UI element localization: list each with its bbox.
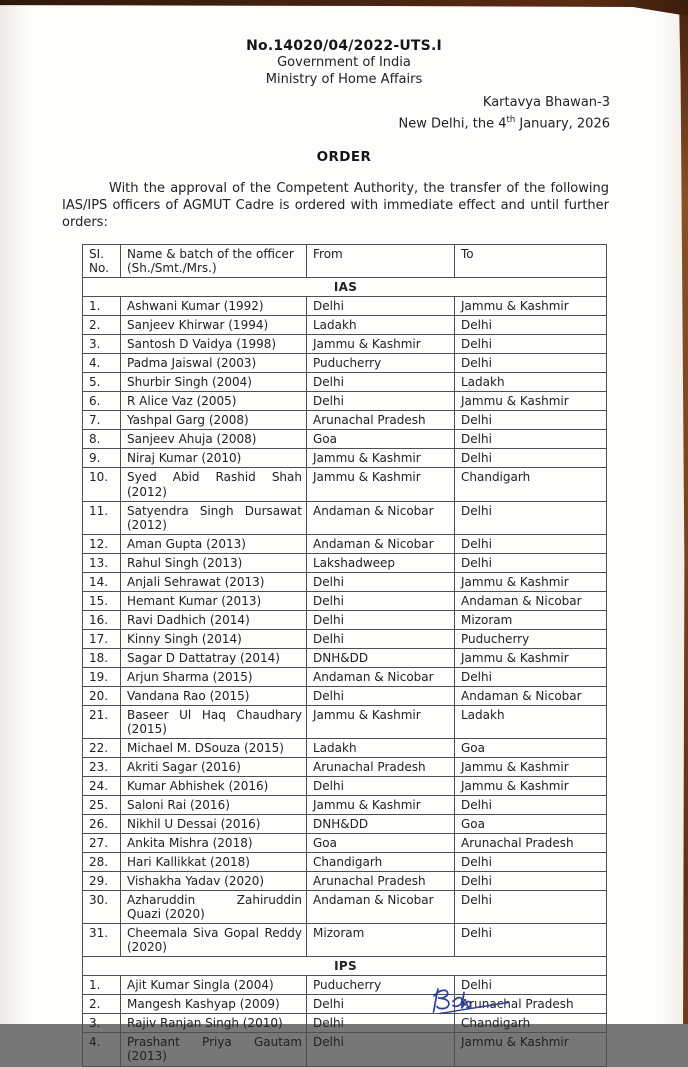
to-cell: Delhi (455, 976, 607, 995)
name-cell: Nikhil U Dessai (2016) (121, 815, 307, 834)
ministry-line: Ministry of Home Affairs (265, 71, 423, 87)
table-header-row (83, 245, 607, 278)
to-cell: Chandigarh (455, 1014, 607, 1033)
table-row (83, 705, 607, 738)
name-cell: Hemant Kumar (2013) (121, 591, 307, 610)
to-cell: Delhi (455, 411, 607, 430)
name-cell: Kinny Singh (2014) (121, 629, 307, 648)
to-cell: Jammu & Kashmir (455, 297, 607, 316)
name-cell: Azharuddin Zahiruddin Quazi (2020) (121, 891, 307, 924)
to-cell: Delhi (455, 667, 607, 686)
from-cell: Ladakh (307, 738, 455, 757)
table-section-header (83, 957, 607, 976)
sno-cell: 22. (83, 738, 121, 757)
name-cell: Rahul Singh (2013) (121, 553, 307, 572)
from-cell: Delhi (307, 373, 455, 392)
sno-cell: 30. (83, 891, 121, 924)
from-cell: Delhi (307, 1014, 455, 1033)
sno-cell: 27. (83, 834, 121, 853)
name-cell: Ajit Kumar Singla (2004) (121, 976, 307, 995)
from-cell: Delhi (307, 995, 455, 1014)
name-cell: Prashant Priya Gautam (2013) (121, 1033, 307, 1066)
from-cell: Goa (307, 430, 455, 449)
to-cell: Chandigarh (455, 468, 607, 501)
name-cell: Niraj Kumar (2010) (121, 449, 307, 468)
sno-cell: 11. (83, 501, 121, 534)
address-line: Kartavya Bhawan-3 (482, 95, 610, 110)
to-cell: Andaman & Nicobar (455, 591, 607, 610)
sno-cell: 3. (83, 335, 121, 354)
name-cell: Ashwani Kumar (1992) (121, 297, 307, 316)
government-line: Government of India (277, 55, 411, 70)
to-cell: Delhi (455, 553, 607, 572)
to-cell: Goa (455, 815, 607, 834)
from-cell: Delhi (307, 777, 455, 796)
from-cell: Arunachal Pradesh (307, 411, 455, 430)
name-cell: Sagar D Dattatray (2014) (121, 648, 307, 667)
header-sno: SI. No. (83, 245, 121, 278)
sno-cell: 4. (83, 1033, 121, 1066)
issue-place-date-block (0, 95, 610, 132)
sno-cell: 1. (83, 297, 121, 316)
name-cell: Anjali Sehrawat (2013) (121, 572, 307, 591)
from-cell: Jammu & Kashmir (307, 705, 455, 738)
signature-icon (428, 982, 518, 1022)
from-cell: Arunachal Pradesh (307, 757, 455, 776)
to-cell: Delhi (455, 430, 607, 449)
to-cell: Jammu & Kashmir (455, 777, 607, 796)
table-row (83, 872, 607, 891)
date-prefix: New Delhi, the 4 (398, 115, 507, 131)
name-cell: Arjun Sharma (2015) (121, 667, 307, 686)
from-cell: DNH&DD (307, 815, 455, 834)
from-cell: Ladakh (307, 316, 455, 335)
order-heading: ORDER (316, 149, 372, 166)
table-row (83, 738, 607, 757)
intro-paragraph: With the approval of the Competent Authority, the transfer of the following IAS/IPS officers of AGMUT Cadre is ordered with immediate effect and until further orders: (62, 181, 609, 230)
sno-cell: 18. (83, 648, 121, 667)
sno-cell: 6. (83, 392, 121, 411)
table-row (83, 1033, 607, 1066)
name-cell: Kumar Abhishek (2016) (121, 777, 307, 796)
sno-cell: 20. (83, 686, 121, 705)
to-cell: Jammu & Kashmir (455, 392, 607, 411)
from-cell: Andaman & Nicobar (307, 534, 455, 553)
sno-cell: 12. (83, 534, 121, 553)
name-cell: Saloni Rai (2016) (121, 796, 307, 815)
to-cell: Andaman & Nicobar (455, 686, 607, 705)
to-cell: Puducherry (455, 629, 607, 648)
name-cell: Vandana Rao (2015) (121, 686, 307, 705)
name-cell: Cheemala Siva Gopal Reddy (2020) (121, 924, 307, 957)
table-row (83, 1014, 607, 1033)
date-ordinal-suffix: th (506, 114, 516, 125)
to-cell: Jammu & Kashmir (455, 572, 607, 591)
name-cell: Shurbir Singh (2004) (121, 373, 307, 392)
from-cell: Delhi (307, 610, 455, 629)
from-cell: Jammu & Kashmir (307, 796, 455, 815)
from-cell: Delhi (307, 629, 455, 648)
sno-cell: 23. (83, 757, 121, 776)
name-cell: Santosh D Vaidya (1998) (121, 335, 307, 354)
reference-number: No.14020/04/2022-UTS.I (246, 38, 442, 54)
from-cell: Andaman & Nicobar (307, 501, 455, 534)
sno-cell: 25. (83, 796, 121, 815)
from-cell: Delhi (307, 686, 455, 705)
table-row (83, 757, 607, 776)
to-cell: Mizoram (455, 610, 607, 629)
table-row (83, 297, 607, 316)
from-cell: Puducherry (307, 976, 455, 995)
table-row (83, 392, 607, 411)
sno-cell: 28. (83, 853, 121, 872)
sno-cell: 5. (83, 373, 121, 392)
sno-cell: 13. (83, 553, 121, 572)
sno-cell: 17. (83, 629, 121, 648)
table-row (83, 629, 607, 648)
from-cell: Jammu & Kashmir (307, 449, 455, 468)
table-row (83, 449, 607, 468)
table-row (83, 815, 607, 834)
section-title: IPS (83, 957, 607, 976)
name-cell: Sanjeev Ahuja (2008) (121, 430, 307, 449)
section-title: IAS (83, 278, 607, 297)
sno-cell: 26. (83, 815, 121, 834)
to-cell: Jammu & Kashmir (455, 648, 607, 667)
table-row (83, 686, 607, 705)
to-cell: Delhi (455, 449, 607, 468)
table-row (83, 411, 607, 430)
name-cell: R Alice Vaz (2005) (121, 392, 307, 411)
table-row (83, 354, 607, 373)
to-cell: Delhi (455, 872, 607, 891)
table-row (83, 373, 607, 392)
from-cell: Delhi (307, 1033, 455, 1066)
table-row (83, 553, 607, 572)
sno-cell: 29. (83, 872, 121, 891)
name-cell: Mangesh Kashyap (2009) (121, 995, 307, 1014)
name-cell: Aman Gupta (2013) (121, 534, 307, 553)
table-row (83, 995, 607, 1014)
from-cell: Arunachal Pradesh (307, 872, 455, 891)
sno-cell: 21. (83, 705, 121, 738)
from-cell: Chandigarh (307, 853, 455, 872)
table-row (83, 976, 607, 995)
name-cell: Vishakha Yadav (2020) (121, 872, 307, 891)
table-row (83, 591, 607, 610)
table-row (83, 853, 607, 872)
sno-cell: 15. (83, 591, 121, 610)
sno-cell: 3. (83, 1014, 121, 1033)
table-row (83, 667, 607, 686)
table-row (83, 796, 607, 815)
name-cell: Akriti Sagar (2016) (121, 757, 307, 776)
sno-cell: 31. (83, 924, 121, 957)
header-name: Name & batch of the officer (Sh./Smt./Mrs.) (121, 245, 307, 278)
from-cell: Delhi (307, 392, 455, 411)
sno-cell: 9. (83, 449, 121, 468)
name-cell: Baseer Ul Haq Chaudhary (2015) (121, 705, 307, 738)
table-row (83, 891, 607, 924)
table-row (83, 648, 607, 667)
name-cell: Michael M. DSouza (2015) (121, 738, 307, 757)
table-row (83, 501, 607, 534)
to-cell: Ladakh (455, 705, 607, 738)
table-row (83, 430, 607, 449)
sno-cell: 2. (83, 995, 121, 1014)
to-cell: Delhi (455, 316, 607, 335)
name-cell: Hari Kallikkat (2018) (121, 853, 307, 872)
from-cell: Puducherry (307, 354, 455, 373)
name-cell: Yashpal Garg (2008) (121, 411, 307, 430)
table-row (83, 534, 607, 553)
date-suffix: January, 2026 (515, 115, 610, 131)
name-cell: Syed Abid Rashid Shah (2012) (121, 468, 307, 501)
sno-cell: 8. (83, 430, 121, 449)
name-cell: Sanjeev Khirwar (1994) (121, 316, 307, 335)
to-cell: Delhi (455, 534, 607, 553)
table-row (83, 610, 607, 629)
to-cell: Delhi (455, 501, 607, 534)
table-section-header (83, 278, 607, 297)
table-row (83, 924, 607, 957)
table-row (83, 316, 607, 335)
to-cell: Delhi (455, 891, 607, 924)
to-cell: Jammu & Kashmir (455, 1033, 607, 1066)
from-cell: DNH&DD (307, 648, 455, 667)
to-cell: Delhi (455, 796, 607, 815)
sno-cell: 16. (83, 610, 121, 629)
to-cell: Jammu & Kashmir (455, 757, 607, 776)
table-row (83, 777, 607, 796)
to-cell: Arunachal Pradesh (455, 995, 607, 1014)
from-cell: Delhi (307, 297, 455, 316)
name-cell: Padma Jaiswal (2003) (121, 354, 307, 373)
to-cell: Arunachal Pradesh (455, 834, 607, 853)
table-head (83, 245, 607, 278)
from-cell: Delhi (307, 591, 455, 610)
name-cell: Satyendra Singh Dursawat (2012) (121, 501, 307, 534)
table-row (83, 834, 607, 853)
sno-cell: 19. (83, 667, 121, 686)
from-cell: Jammu & Kashmir (307, 468, 455, 501)
header-to: To (455, 245, 607, 278)
transfer-table-body (83, 278, 607, 1066)
from-cell: Goa (307, 834, 455, 853)
sno-cell: 7. (83, 411, 121, 430)
from-cell: Jammu & Kashmir (307, 335, 455, 354)
sno-cell: 10. (83, 468, 121, 501)
table-row (83, 335, 607, 354)
transfer-table (82, 244, 607, 1066)
table-row (83, 468, 607, 501)
from-cell: Andaman & Nicobar (307, 667, 455, 686)
from-cell: Delhi (307, 572, 455, 591)
header-from: From (307, 245, 455, 278)
sno-cell: 1. (83, 976, 121, 995)
sno-cell: 4. (83, 354, 121, 373)
sno-cell: 24. (83, 777, 121, 796)
name-cell: Rajiv Ranjan Singh (2010) (121, 1014, 307, 1033)
from-cell: Lakshadweep (307, 553, 455, 572)
to-cell: Delhi (455, 924, 607, 957)
sno-cell: 14. (83, 572, 121, 591)
to-cell: Delhi (455, 853, 607, 872)
from-cell: Andaman & Nicobar (307, 891, 455, 924)
name-cell: Ankita Mishra (2018) (121, 834, 307, 853)
table-row (83, 572, 607, 591)
to-cell: Goa (455, 738, 607, 757)
to-cell: Delhi (455, 335, 607, 354)
to-cell: Ladakh (455, 373, 607, 392)
from-cell: Mizoram (307, 924, 455, 957)
date-line (0, 112, 610, 133)
to-cell: Delhi (455, 354, 607, 373)
name-cell: Ravi Dadhich (2014) (121, 610, 307, 629)
sno-cell: 2. (83, 316, 121, 335)
